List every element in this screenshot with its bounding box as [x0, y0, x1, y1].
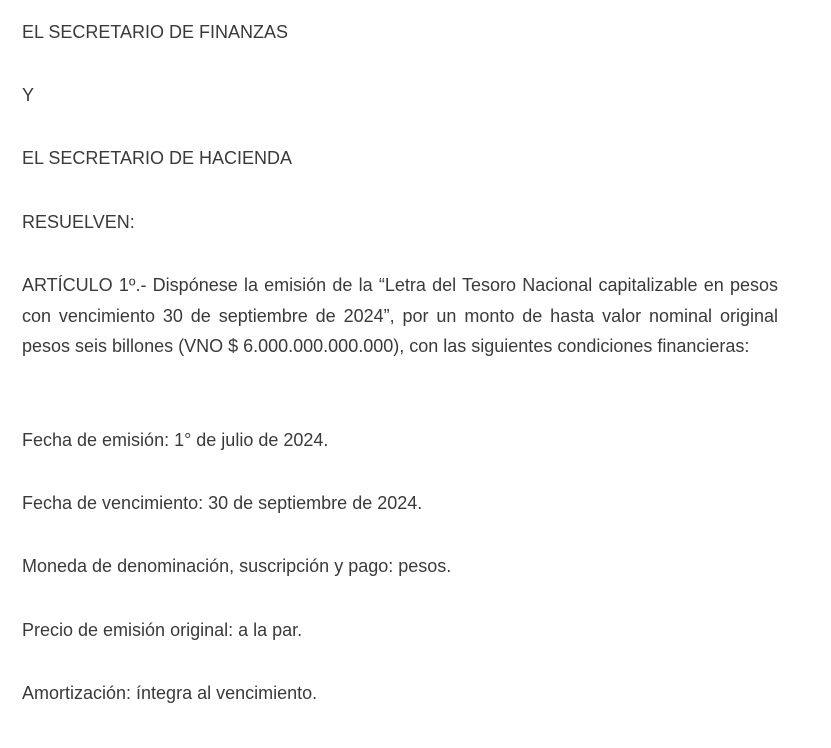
conjunction-text: Y: [22, 85, 35, 105]
amortizacion-text: Amortización: íntegra al vencimiento.: [22, 683, 318, 703]
fecha-emision-text: Fecha de emisión: 1° de julio de 2024.: [22, 430, 329, 450]
heading-secretario-finanzas: EL SECRETARIO DE FINANZAS: [22, 22, 289, 42]
precio-emision-text: Precio de emisión original: a la par.: [22, 620, 303, 640]
moneda-text: Moneda de denominación, suscripción y pago: pesos.: [22, 556, 452, 576]
fecha-vencimiento-text: Fecha de vencimiento: 30 de septiembre de 2024.: [22, 493, 423, 513]
resolve-label: RESUELVEN:: [22, 212, 135, 232]
heading-secretario-hacienda: EL SECRETARIO DE HACIENDA: [22, 148, 293, 168]
article-1-paragraph: ARTÍCULO 1º.- Dispónese la emisión de la “Letra del Tesoro Nacional capitalizable en pesos con vencimiento 30 de septiembre de 2024”, por un monto de hasta valor nominal original pesos seis billones (VNO $ 6.000.000.000.000), con las siguientes condiciones financieras:: [22, 275, 778, 356]
